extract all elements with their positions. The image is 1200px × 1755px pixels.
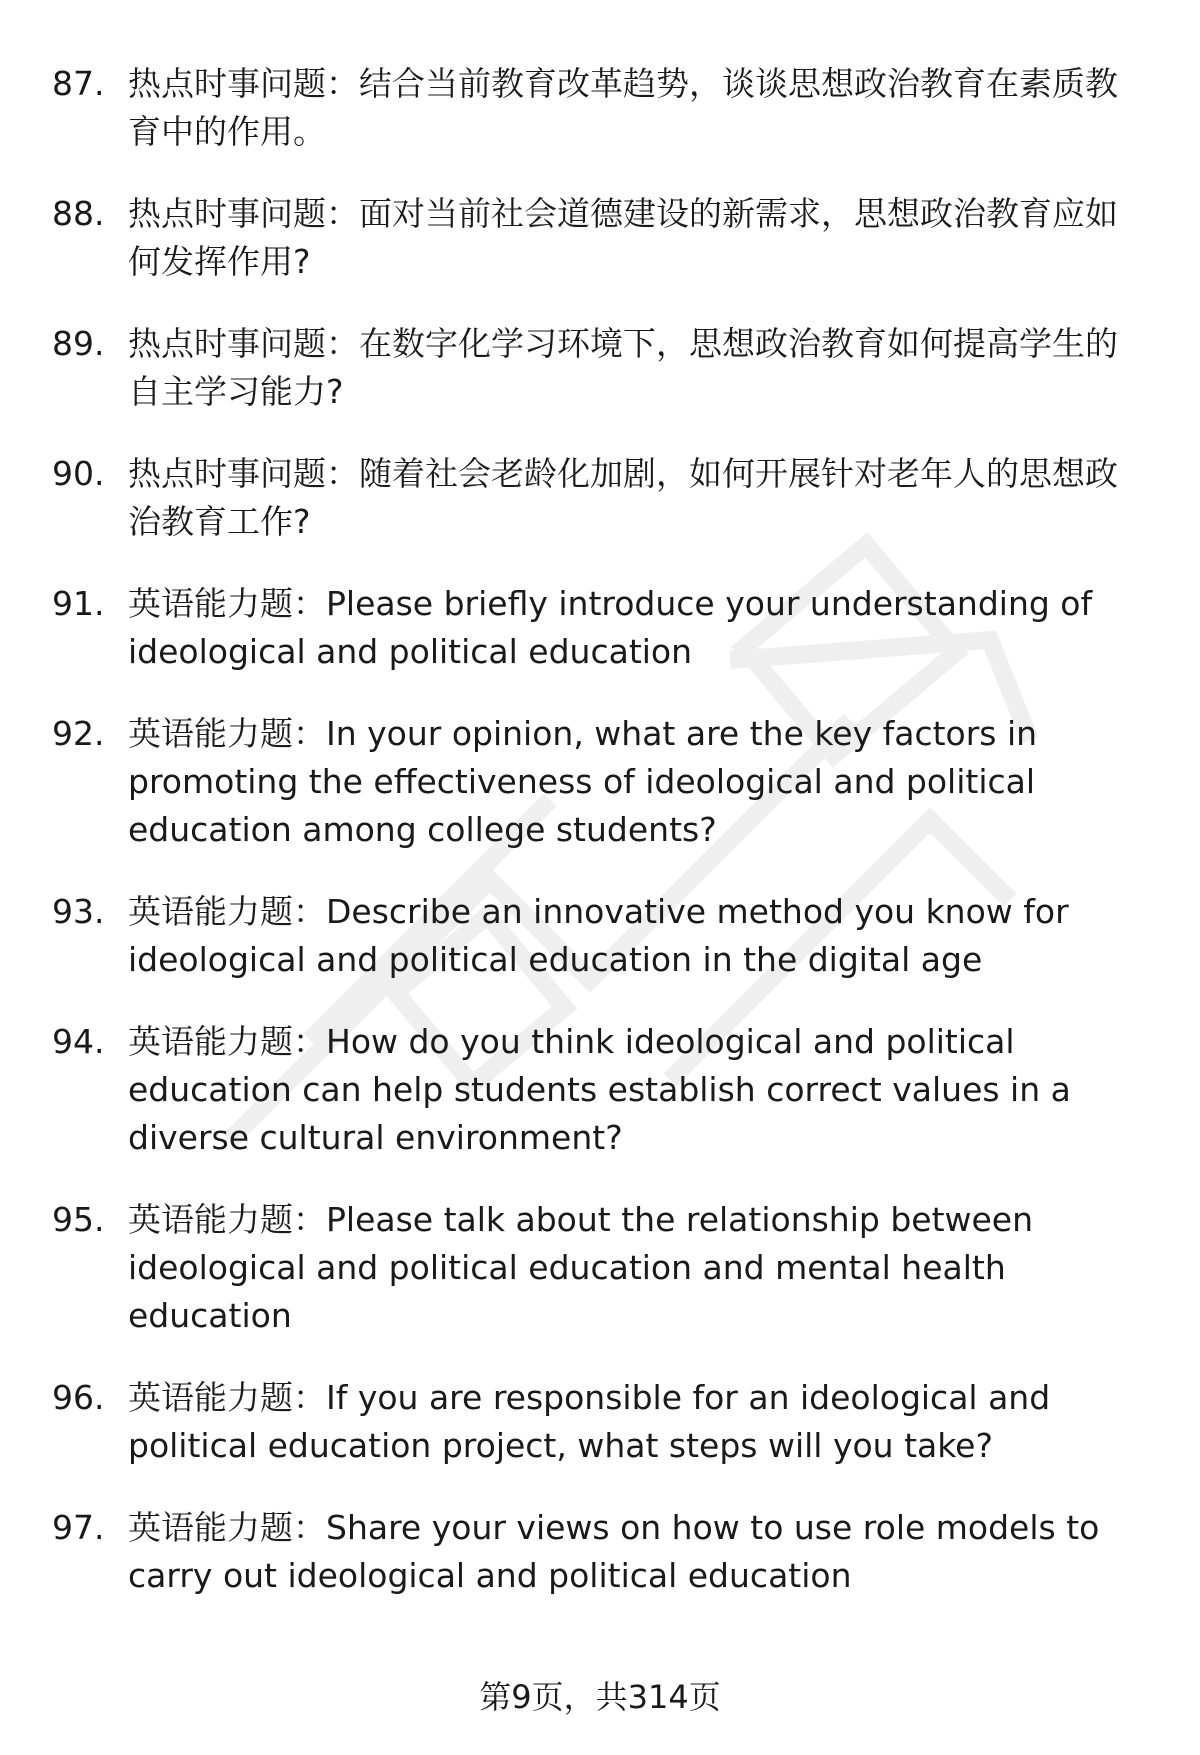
question-text: 英语能力题：How do you think ideological and political education can help students establish correct values in a diverse cultural environment? bbox=[128, 1022, 1071, 1157]
question-item bbox=[52, 1504, 1152, 1600]
question-item bbox=[52, 1196, 1152, 1340]
question-text: 英语能力题：Please talk about the relationship between ideological and political education and mental health education bbox=[128, 1200, 1034, 1335]
question-number: 94. bbox=[52, 1022, 105, 1061]
question-text: 英语能力题：In your opinion, what are the key factors in promoting the effectiveness of ideological and political education among college students? bbox=[128, 714, 1038, 849]
question-item bbox=[52, 450, 1152, 546]
question-number: 95. bbox=[52, 1200, 105, 1239]
question-text: 热点时事问题：面对当前社会道德建设的新需求，思想政治教育应如何发挥作用? bbox=[128, 194, 1118, 281]
question-text: 英语能力题：Share your views on how to use role models to carry out ideological and political education bbox=[128, 1508, 1100, 1595]
page-indicator: 第9页，共314页 bbox=[479, 1678, 721, 1716]
question-item bbox=[52, 580, 1152, 676]
question-number: 87. bbox=[52, 64, 105, 103]
question-number: 93. bbox=[52, 892, 105, 931]
question-number: 92. bbox=[52, 714, 105, 753]
question-number: 90. bbox=[52, 454, 105, 493]
question-item bbox=[52, 190, 1152, 286]
question-list bbox=[52, 60, 1152, 1634]
question-text: 英语能力题：If you are responsible for an ideological and political education project, what steps will you take? bbox=[128, 1378, 1051, 1465]
question-number: 91. bbox=[52, 584, 105, 623]
question-number: 96. bbox=[52, 1378, 105, 1417]
question-text: 热点时事问题：随着社会老龄化加剧，如何开展针对老年人的思想政治教育工作? bbox=[128, 454, 1118, 541]
question-item bbox=[52, 320, 1152, 416]
question-number: 89. bbox=[52, 324, 105, 363]
question-text: 热点时事问题：在数字化学习环境下，思想政治教育如何提高学生的自主学习能力? bbox=[128, 324, 1118, 411]
question-number: 88. bbox=[52, 194, 105, 233]
question-item bbox=[52, 60, 1152, 156]
question-item bbox=[52, 888, 1152, 984]
question-text: 热点时事问题：结合当前教育改革趋势，谈谈思想政治教育在素质教育中的作用。 bbox=[128, 64, 1118, 151]
question-text: 英语能力题：Describe an innovative method you know for ideological and political education in the digital age bbox=[128, 892, 1069, 979]
question-text: 英语能力题：Please briefly introduce your understanding of ideological and political education bbox=[128, 584, 1093, 671]
question-number: 97. bbox=[52, 1508, 105, 1547]
question-item bbox=[52, 1374, 1152, 1470]
question-item bbox=[52, 1018, 1152, 1162]
question-item bbox=[52, 710, 1152, 854]
